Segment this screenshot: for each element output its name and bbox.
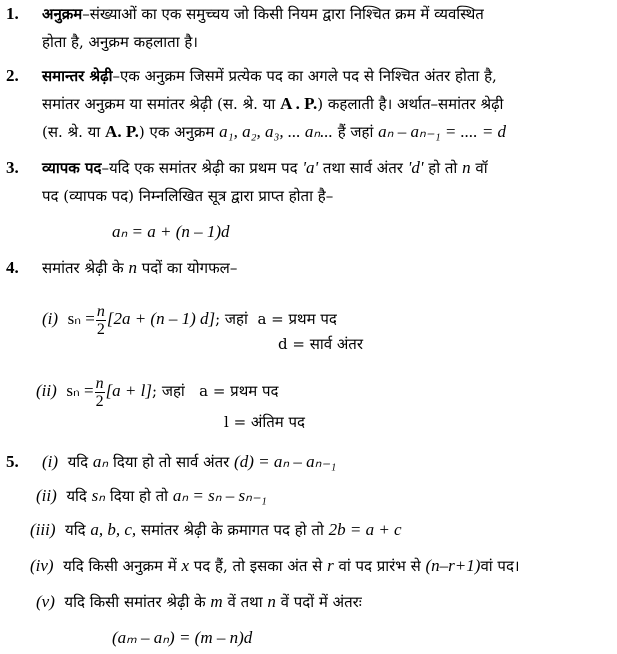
item-number-3: 3. — [6, 158, 19, 177]
difference-expression: aₙ – aₙ₋₁ = .... = d — [378, 122, 507, 141]
definition-text: –संख्याओं का एक समुच्चय जो किसी नियम द्वारा निश्चित क्रम में व्यवस्थित — [82, 5, 484, 23]
text: वां पद प्रारंभ से — [333, 557, 426, 575]
term-samantar-shredhi: समान्तर श्रेढ़ी — [42, 67, 113, 85]
text: –यदि एक समांतर श्रेढ़ी का प्रथम पद — [101, 159, 303, 177]
def-last-term: l = अंतिम पद — [224, 413, 306, 431]
expression: aₙ = sₙ – sₙ₋₁ — [172, 486, 267, 505]
var: sₙ — [91, 486, 106, 505]
item-2-line-2 — [42, 94, 503, 114]
fraction-n-over-2 — [96, 303, 106, 338]
text: समांतर श्रेढ़ी के — [42, 259, 129, 277]
text: ; जहां — [152, 382, 190, 400]
var: aₙ — [92, 452, 109, 471]
sum-formula-2 — [36, 372, 279, 410]
fraction-n-over-2 — [95, 375, 105, 410]
var-n: n — [128, 258, 137, 277]
text: हैं जहां — [332, 123, 379, 141]
sum-rhs: [a + l] — [105, 381, 152, 400]
item-3-line-1 — [42, 158, 488, 178]
text: वॉ — [470, 159, 488, 177]
item-number-5: 5. — [6, 452, 19, 471]
text: पदों का योगफल– — [136, 259, 238, 277]
property-5 — [36, 592, 362, 612]
var-a: 'a' — [302, 158, 319, 177]
item-2-line-1 — [42, 66, 497, 86]
def-first-term: a = प्रथम पद — [257, 310, 337, 328]
text: वें तथा — [222, 593, 268, 611]
term-vyapak-pad: व्यापक पद — [42, 159, 102, 177]
text: यदि — [62, 453, 93, 471]
sub-label: (ii) — [36, 381, 57, 400]
var: a, b, c, — [90, 520, 137, 539]
item-2-line-3 — [42, 122, 506, 142]
var: m — [210, 592, 223, 611]
sub-label: (iv) — [30, 556, 54, 575]
sub-label: (i) — [42, 309, 59, 328]
sum-lhs: sₙ = — [67, 309, 95, 328]
var: r — [327, 556, 334, 575]
text: वें पदों में अंतरः — [275, 593, 362, 611]
text: समांतर अनुक्रम या समांतर श्रेढ़ी (स. श्रे. या — [42, 95, 281, 113]
item-4-line-1 — [42, 258, 237, 278]
numerator: n — [96, 302, 105, 320]
expression: (n–r+1) — [425, 556, 481, 575]
text: (स. श्रे. या — [42, 123, 106, 141]
sum-formula-1 — [42, 300, 337, 338]
var-n: n — [462, 158, 471, 177]
item-number-2: 2. — [6, 66, 19, 85]
term-anukram: अनुक्रम — [42, 5, 83, 23]
numerator: n — [95, 374, 104, 392]
text: ; जहां — [215, 310, 253, 328]
text: ) कहलाती है। अर्थात–समांतर श्रेढ़ी — [317, 95, 504, 113]
sub-label: (ii) — [36, 486, 57, 505]
text: यदि — [61, 487, 92, 505]
text: दिया हो तो — [105, 487, 173, 505]
text: समांतर श्रेढ़ी के क्रमागत पद हो तो — [136, 521, 329, 539]
denominator: 2 — [96, 320, 105, 338]
sub-label: (i) — [42, 452, 59, 471]
text: यदि किसी अनुक्रम में — [58, 557, 182, 575]
var: n — [267, 592, 276, 611]
item-3-line-2: पद (व्यापक पद) निम्नलिखित सूत्र द्वारा प्राप्त होता है– — [42, 187, 334, 205]
sum-lhs: sₙ = — [66, 381, 94, 400]
text: दिया हो तो सार्व अंतर — [108, 453, 235, 471]
text: पद हैं, तो इसका अंत से — [189, 557, 328, 575]
item-1-line-2: होता है, अनुक्रम कहलाता है। — [42, 33, 198, 51]
item-number-4: 4. — [6, 258, 19, 277]
sequence-expression: a₁, a₂, a₃, ... aₙ... — [219, 122, 333, 141]
text: ) एक अनुक्रम — [138, 123, 220, 141]
ap-abbreviation: A . P. — [280, 94, 318, 113]
sum-rhs: [2a + (n – 1) d] — [106, 309, 216, 328]
ap-abbreviation: A. P. — [105, 122, 139, 141]
def-first-term: a = प्रथम पद — [199, 382, 279, 400]
text: यदि किसी समांतर श्रेढ़ी के — [59, 593, 211, 611]
general-term-formula: aₙ = a + (n – 1)d — [112, 222, 230, 241]
item-1-line-1 — [42, 4, 484, 24]
definition-text: –एक अनुक्रम जिसमें प्रत्येक पद का अगले पद से निश्चित अंतर होता है, — [112, 67, 497, 85]
text: यदि — [60, 521, 91, 539]
text: तथा सार्व अंतर — [318, 159, 408, 177]
property-4 — [30, 556, 520, 576]
var: x — [181, 556, 189, 575]
property-3 — [30, 520, 402, 540]
text: हो तो — [423, 159, 463, 177]
denominator: 2 — [95, 392, 104, 410]
text: वां पद। — [480, 557, 520, 575]
difference-formula: (aₘ – aₙ) = (m – n)d — [112, 628, 253, 647]
item-number-1: 1. — [6, 4, 19, 23]
expression: (d) = aₙ – aₙ₋₁ — [234, 452, 337, 471]
property-1 — [42, 452, 336, 472]
var-d: 'd' — [407, 158, 424, 177]
expression: 2b = a + c — [328, 520, 402, 539]
property-2 — [36, 486, 267, 506]
def-common-difference: d = सार्व अंतर — [278, 335, 363, 353]
sub-label: (v) — [36, 592, 55, 611]
sub-label: (iii) — [30, 520, 56, 539]
